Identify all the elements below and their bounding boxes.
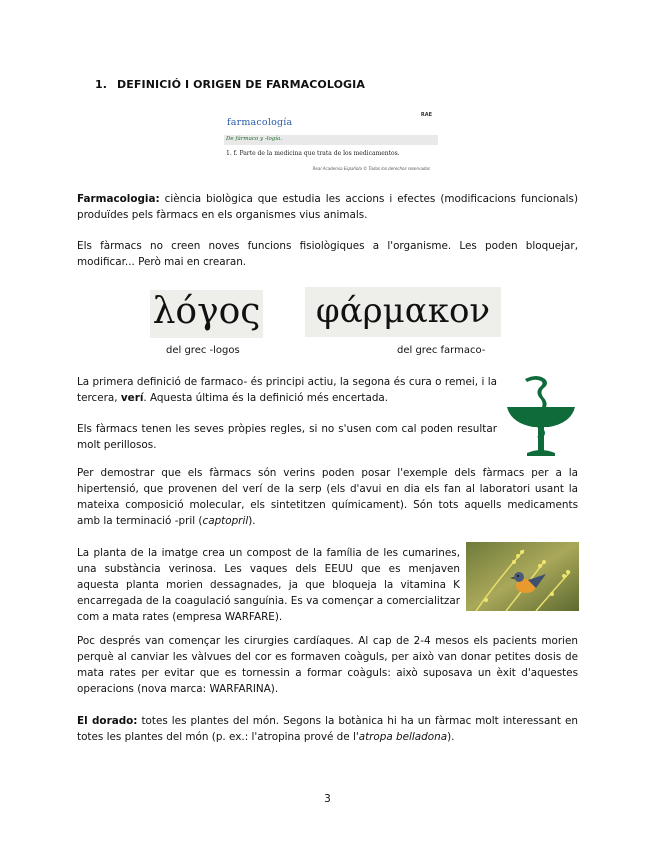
rae-dictionary-snippet: [224, 108, 438, 178]
pharmacy-bowl-of-hygieia-icon: [505, 373, 577, 457]
paragraph-functions: Els fàrmacs no creen noves funcions fisiològiques a l'organisme. Les poden bloquejar, modificar... Però mai en crearan.: [77, 240, 578, 268]
paragraph-text: ).: [447, 731, 455, 743]
paragraph-text: ciència biològica que estudia les accions i efectes (modificacions funcionals) produïdes pels fàrmacs en els organismes vius animals.: [77, 193, 578, 221]
paragraph-hypertension: [77, 465, 578, 529]
term-el-dorado: El dorado:: [77, 715, 138, 727]
rae-etymology: De fármaco y -logía.: [226, 136, 283, 142]
paragraph-text: La primera definició de farmaco- és principi actiu, la segona és cura o remei, i la tercera,: [77, 376, 497, 404]
term-captopril: captopril: [202, 515, 249, 527]
greek-word-logos: λόγος: [150, 290, 263, 338]
section-number: 1.: [95, 78, 108, 91]
paragraph-text: ).: [248, 515, 256, 527]
caption-farmaco: del grec farmaco-: [397, 345, 486, 356]
paragraph-definitions: [77, 374, 497, 406]
term-atropa-belladona: atropa belladona: [358, 731, 448, 743]
section-title: DEFINICIÓ I ORIGEN DE FARMACOLOGIA: [117, 78, 365, 91]
term-farmacologia: Farmacologia:: [77, 193, 160, 205]
paragraph-cardiac-surgery: Poc després van començar les cirurgies cardíaques. Al cap de 2-4 mesos els pacients morien perquè al canviar les vàlvues del cor es formaven coàguls, per això van donar petites dosis de mata rates per evitar que es tornessin a formar coàguls: això suposava un èxit d'aquestes operacions (nova marca: WARFARINA).: [77, 635, 578, 695]
rae-definition: 1. f. Parte de la medicina que trata de los medicamentos.: [226, 150, 400, 157]
section-heading: [95, 78, 365, 91]
rae-copyright: Real Academia Española © Todos los derechos reservados: [312, 166, 430, 171]
page-number: 3: [324, 793, 331, 805]
rae-etymology-bar: [224, 135, 438, 145]
rae-entry-word: farmacología: [227, 117, 293, 128]
rae-logo: RAE: [420, 112, 432, 118]
caption-logos: del grec -logos: [166, 345, 240, 356]
paragraph-text: . Aquesta última és la definició més encertada.: [143, 392, 389, 404]
term-veri: verí: [120, 392, 144, 404]
paragraph-text: totes les plantes del món. Segons la botànica hi ha un fàrmac molt interessant en totes les plantes del món (p. ex.: l'atropina prové de l': [77, 715, 578, 743]
paragraph-farmacologia: [77, 191, 578, 223]
paragraph-rules: Els fàrmacs tenen les seves pròpies regles, si no s'usen com cal poden resultar molt perillosos.: [77, 423, 497, 451]
paragraph-plant: La planta de la imatge crea un compost de la família de les cumarines, una substància verinosa. Les vaques dels EEUU que es menjaven aquesta planta morien dessagnades, ja que bloqueja la vitamina K encarregada de la coagulació sanguínia. Es va començar a comercialitzar com a mata rates (empresa WARFARE).: [77, 547, 460, 623]
greek-word-pharmakon: φάρμακον: [305, 287, 501, 337]
paragraph-el-dorado: [77, 713, 578, 745]
paragraph-text: Per demostrar que els fàrmacs són verins poden posar l'exemple dels fàrmacs per a la hipertensió, que provenen del verí de la serp (els d'avui en dia els fan al laboratori usant la mateixa composició molecular, els sintetitzen químicament). Són tots aquells medicaments amb la terminació -pril (: [77, 467, 578, 527]
bird-on-plant-photo: [466, 542, 579, 611]
